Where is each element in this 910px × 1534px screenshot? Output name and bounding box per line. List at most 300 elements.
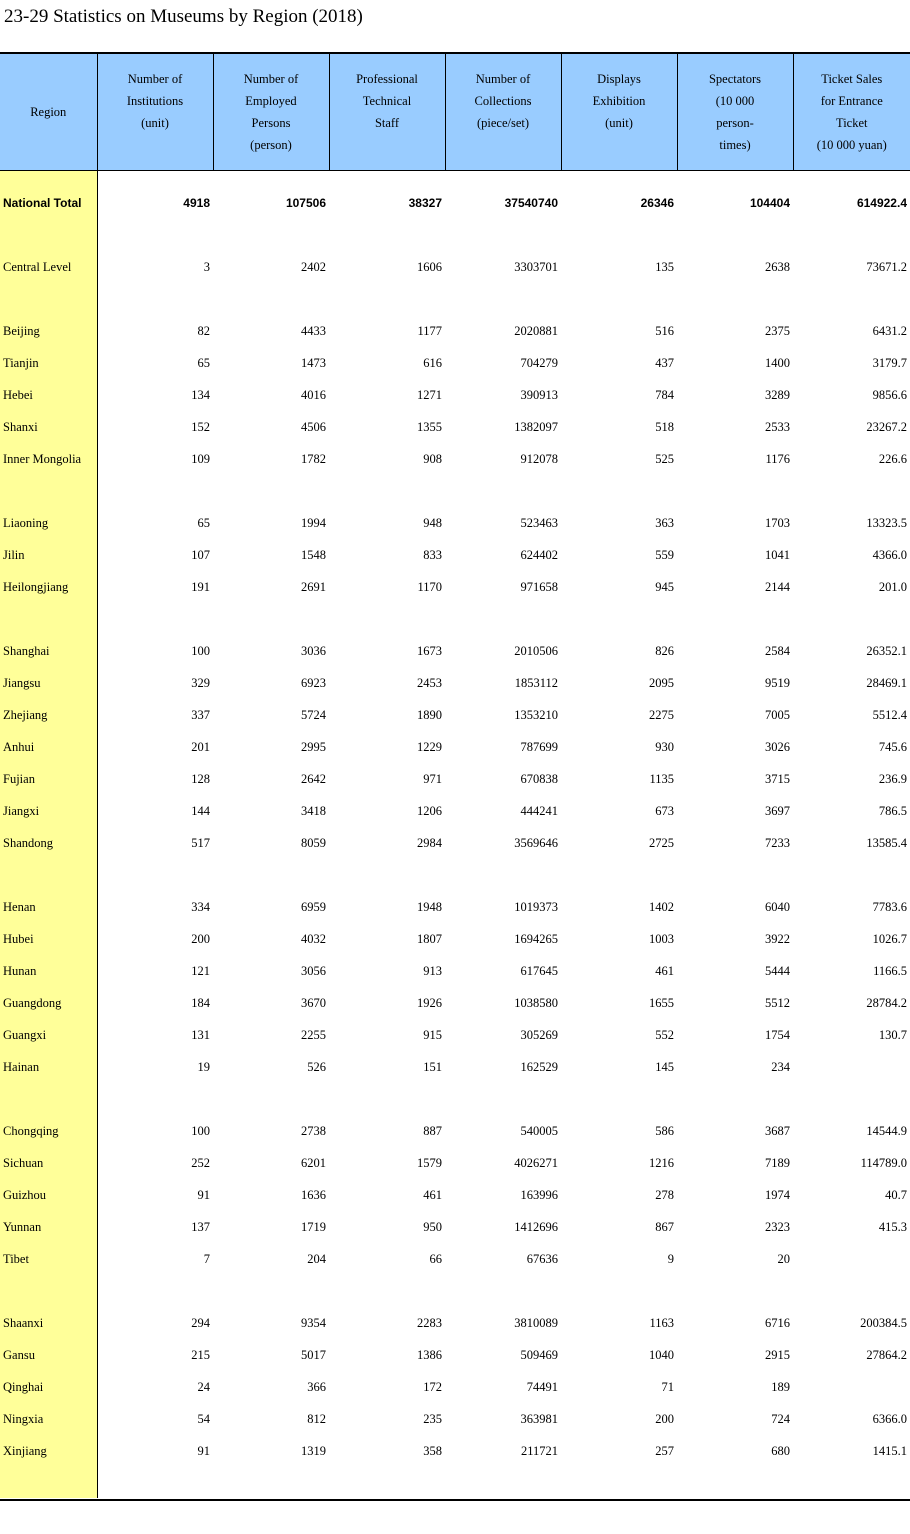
value-cell: 145 <box>655 1060 674 1074</box>
table-row <box>0 635 910 667</box>
value-cell: 66 <box>429 1252 442 1266</box>
value-cell: 461 <box>655 964 674 978</box>
spacer-cell <box>0 219 97 251</box>
value-cell: 204 <box>307 1252 326 1266</box>
value-cell: 950 <box>423 1220 442 1234</box>
region-cell: Hubei <box>0 923 97 955</box>
value-cell: 516 <box>655 324 674 338</box>
table-row <box>0 507 910 539</box>
value-cell: 201 <box>191 740 210 754</box>
value-cell: 2995 <box>301 740 326 754</box>
value-cell: 3697 <box>765 804 790 818</box>
value-cell: 3056 <box>301 964 326 978</box>
region-cell: Heilongjiang <box>0 571 97 603</box>
value-cell: 887 <box>423 1124 442 1138</box>
value-cell: 337 <box>191 708 210 722</box>
value-cell: 2402 <box>301 260 326 274</box>
value-cell: 135 <box>655 260 674 274</box>
value-cell: 278 <box>655 1188 674 1202</box>
value-cell: 724 <box>771 1412 790 1426</box>
spacer-cell <box>329 859 445 891</box>
spacer-cell <box>97 171 213 188</box>
value-cell: 6923 <box>301 676 326 690</box>
value-cell: 137 <box>191 1220 210 1234</box>
region-cell: Jilin <box>0 539 97 571</box>
table-row <box>0 1019 910 1051</box>
value-cell: 1782 <box>301 452 326 466</box>
value-cell: 4918 <box>183 196 210 210</box>
spacer-cell <box>445 1275 561 1307</box>
table-row <box>0 1115 910 1147</box>
value-cell: 1579 <box>417 1156 442 1170</box>
value-cell: 201.0 <box>878 580 907 594</box>
value-cell: 6201 <box>301 1156 326 1170</box>
column-header-line: (person) <box>250 138 292 152</box>
value-cell: 134 <box>191 388 210 402</box>
value-cell: 2275 <box>649 708 674 722</box>
spacer-cell <box>0 1083 97 1115</box>
spacer-cell <box>561 603 677 635</box>
table-row <box>0 731 910 763</box>
value-cell: 704279 <box>520 356 558 370</box>
value-cell: 1655 <box>649 996 674 1010</box>
spacer-row <box>0 1083 910 1115</box>
spacer-cell <box>445 1083 561 1115</box>
spacer-cell <box>561 1275 677 1307</box>
spacer-cell <box>561 859 677 891</box>
column-header-3 <box>329 54 445 171</box>
value-cell: 7783.6 <box>872 900 907 914</box>
column-header-line: Exhibition <box>592 94 646 108</box>
table-body <box>0 171 910 1499</box>
value-cell: 6431.2 <box>872 324 907 338</box>
value-cell: 1703 <box>765 516 790 530</box>
spacer-cell <box>0 283 97 315</box>
value-cell: 305269 <box>520 1028 558 1042</box>
value-cell: 3303701 <box>514 260 558 274</box>
value-cell: 1673 <box>417 644 442 658</box>
spacer-cell <box>793 171 910 188</box>
spacer-cell <box>561 475 677 507</box>
value-cell: 130.7 <box>878 1028 907 1042</box>
value-cell: 1166.5 <box>873 964 907 978</box>
value-cell <box>793 1243 910 1275</box>
spacer-cell <box>97 1467 213 1498</box>
value-cell: 109 <box>191 452 210 466</box>
value-cell: 7189 <box>765 1156 790 1170</box>
column-header-line: Number of <box>243 72 299 86</box>
column-header-line: for Entrance <box>820 94 883 108</box>
value-cell: 2020881 <box>514 324 558 338</box>
value-cell: 27864.2 <box>866 1348 907 1362</box>
value-cell: 745.6 <box>878 740 907 754</box>
value-cell: 3 <box>203 260 210 274</box>
column-header-line: Professional <box>356 72 418 86</box>
value-cell: 826 <box>655 644 674 658</box>
value-cell: 1606 <box>417 260 442 274</box>
value-cell: 3026 <box>765 740 790 754</box>
value-cell: 334 <box>191 900 210 914</box>
table-row <box>0 443 910 475</box>
spacer-cell <box>445 171 561 188</box>
value-cell: 6716 <box>765 1316 790 1330</box>
spacer-cell <box>213 1275 329 1307</box>
value-cell: 517 <box>191 836 210 850</box>
value-cell: 971658 <box>520 580 558 594</box>
table-row <box>0 1147 910 1179</box>
value-cell: 1176 <box>765 452 790 466</box>
spacer-cell <box>445 603 561 635</box>
spacer-cell <box>561 283 677 315</box>
table-row <box>0 1179 910 1211</box>
value-cell: 1948 <box>417 900 442 914</box>
table-row <box>0 539 910 571</box>
table-row <box>0 1403 910 1435</box>
table-row <box>0 1371 910 1403</box>
region-cell: Sichuan <box>0 1147 97 1179</box>
spacer-cell <box>793 603 910 635</box>
value-cell: 1271 <box>417 388 442 402</box>
value-cell: 65 <box>197 356 210 370</box>
spacer-cell <box>213 1083 329 1115</box>
value-cell: 23267.2 <box>866 420 907 434</box>
value-cell: 40.7 <box>885 1188 907 1202</box>
value-cell: 91 <box>197 1188 210 1202</box>
value-cell: 509469 <box>520 1348 558 1362</box>
region-cell: Guangxi <box>0 1019 97 1051</box>
value-cell: 3715 <box>765 772 790 786</box>
table-row <box>0 1211 910 1243</box>
value-cell: 9856.6 <box>872 388 907 402</box>
value-cell: 100 <box>191 1124 210 1138</box>
region-cell: Henan <box>0 891 97 923</box>
value-cell: 1636 <box>301 1188 326 1202</box>
spacer-cell <box>213 283 329 315</box>
value-cell: 131 <box>191 1028 210 1042</box>
value-cell: 7 <box>203 1252 210 1266</box>
value-cell: 1170 <box>417 580 442 594</box>
value-cell: 786.5 <box>878 804 907 818</box>
spacer-cell <box>677 171 793 188</box>
column-header-7 <box>793 54 910 171</box>
spacer-cell <box>677 1083 793 1115</box>
spacer-row <box>0 475 910 507</box>
value-cell: 6040 <box>765 900 790 914</box>
value-cell: 107 <box>191 548 210 562</box>
value-cell: 1400 <box>765 356 790 370</box>
spacer-row <box>0 603 910 635</box>
value-cell: 7005 <box>765 708 790 722</box>
value-cell: 1415.1 <box>872 1444 907 1458</box>
value-cell: 366 <box>307 1380 326 1394</box>
spacer-cell <box>329 603 445 635</box>
table-row <box>0 347 910 379</box>
spacer-cell <box>213 171 329 188</box>
value-cell: 200384.5 <box>860 1316 907 1330</box>
value-cell: 71 <box>661 1380 674 1394</box>
value-cell: 2738 <box>301 1124 326 1138</box>
value-cell: 1038580 <box>514 996 558 1010</box>
value-cell: 65 <box>197 516 210 530</box>
column-header-4 <box>445 54 561 171</box>
spacer-cell <box>97 859 213 891</box>
column-header-line: Collections <box>474 94 532 108</box>
value-cell: 172 <box>423 1380 442 1394</box>
value-cell: 1382097 <box>514 420 558 434</box>
spacer-cell <box>677 219 793 251</box>
value-cell: 163996 <box>520 1188 558 1202</box>
value-cell <box>793 1051 910 1083</box>
value-cell: 234 <box>771 1060 790 1074</box>
value-cell: 2323 <box>765 1220 790 1234</box>
column-header-line: Number of <box>475 72 531 86</box>
value-cell: 9 <box>667 1252 674 1266</box>
value-cell: 5512 <box>765 996 790 1010</box>
region-cell: Shanghai <box>0 635 97 667</box>
value-cell: 1548 <box>301 548 326 562</box>
value-cell: 2095 <box>649 676 674 690</box>
value-cell: 3036 <box>301 644 326 658</box>
value-cell: 1216 <box>649 1156 674 1170</box>
value-cell: 1719 <box>301 1220 326 1234</box>
value-cell: 5017 <box>301 1348 326 1362</box>
value-cell: 152 <box>191 420 210 434</box>
value-cell: 162529 <box>520 1060 558 1074</box>
column-header-line: person- <box>716 116 754 130</box>
region-cell: Hunan <box>0 955 97 987</box>
value-cell: 787699 <box>520 740 558 754</box>
spacer-cell <box>677 859 793 891</box>
table-row <box>0 1435 910 1467</box>
column-header-region <box>0 54 97 171</box>
spacer-row <box>0 1275 910 1307</box>
value-cell: 948 <box>423 516 442 530</box>
spacer-cell <box>0 475 97 507</box>
region-cell: Gansu <box>0 1339 97 1371</box>
value-cell <box>793 1371 910 1403</box>
column-header-line: (unit) <box>141 116 169 130</box>
table-row <box>0 891 910 923</box>
region-cell: Guangdong <box>0 987 97 1019</box>
value-cell: 4026271 <box>514 1156 558 1170</box>
value-cell: 13323.5 <box>866 516 907 530</box>
value-cell: 1754 <box>765 1028 790 1042</box>
value-cell: 211721 <box>520 1444 558 1458</box>
region-cell: Xinjiang <box>0 1435 97 1467</box>
column-header-line: (piece/set) <box>476 116 530 130</box>
value-cell: 121 <box>191 964 210 978</box>
table-row <box>0 763 910 795</box>
spacer-row <box>0 859 910 891</box>
column-header-line: Number of <box>127 72 183 86</box>
value-cell: 3922 <box>765 932 790 946</box>
value-cell: 2533 <box>765 420 790 434</box>
value-cell: 9519 <box>765 676 790 690</box>
region-cell: Inner Mongolia <box>0 443 97 475</box>
value-cell: 3179.7 <box>872 356 907 370</box>
region-cell: Beijing <box>0 315 97 347</box>
value-cell: 2255 <box>301 1028 326 1042</box>
spacer-cell <box>329 1083 445 1115</box>
value-cell: 363 <box>655 516 674 530</box>
value-cell: 1026.7 <box>872 932 907 946</box>
spacer-cell <box>677 603 793 635</box>
spacer-cell <box>213 219 329 251</box>
spacer-cell <box>97 1083 213 1115</box>
value-cell: 236.9 <box>878 772 907 786</box>
value-cell: 2010506 <box>514 644 558 658</box>
value-cell: 1177 <box>417 324 442 338</box>
column-header-line: Region <box>30 105 67 119</box>
region-cell: Shanxi <box>0 411 97 443</box>
spacer-cell <box>0 1467 97 1498</box>
value-cell: 912078 <box>520 452 558 466</box>
value-cell: 2984 <box>417 836 442 850</box>
region-cell: Shaanxi <box>0 1307 97 1339</box>
column-header-2 <box>213 54 329 171</box>
value-cell: 67636 <box>526 1252 558 1266</box>
value-cell: 915 <box>423 1028 442 1042</box>
spacer-cell <box>329 475 445 507</box>
region-cell: Jiangxi <box>0 795 97 827</box>
value-cell: 3569646 <box>514 836 558 850</box>
value-cell: 1319 <box>301 1444 326 1458</box>
spacer-row <box>0 283 910 315</box>
value-cell: 3289 <box>765 388 790 402</box>
column-header-line: Spectators <box>708 72 762 86</box>
value-cell: 200 <box>655 1412 674 1426</box>
value-cell: 1974 <box>765 1188 790 1202</box>
value-cell: 144 <box>191 804 210 818</box>
value-cell: 100 <box>191 644 210 658</box>
value-cell: 74491 <box>526 1380 558 1394</box>
value-cell: 2638 <box>765 260 790 274</box>
value-cell: 670838 <box>520 772 558 786</box>
region-cell: National Total <box>0 187 97 219</box>
spacer-cell <box>329 1275 445 1307</box>
value-cell: 1994 <box>301 516 326 530</box>
spacer-cell <box>213 603 329 635</box>
spacer-cell <box>329 283 445 315</box>
value-cell: 624402 <box>520 548 558 562</box>
value-cell: 358 <box>423 1444 442 1458</box>
spacer-cell <box>445 219 561 251</box>
region-cell: Tibet <box>0 1243 97 1275</box>
value-cell: 4506 <box>301 420 326 434</box>
value-cell: 1355 <box>417 420 442 434</box>
spacer-cell <box>445 283 561 315</box>
value-cell: 363981 <box>520 1412 558 1426</box>
value-cell: 20 <box>777 1252 790 1266</box>
value-cell: 1807 <box>417 932 442 946</box>
value-cell: 833 <box>423 548 442 562</box>
column-header-6 <box>677 54 793 171</box>
spacer-cell <box>97 283 213 315</box>
region-cell: Hebei <box>0 379 97 411</box>
value-cell: 6959 <box>301 900 326 914</box>
value-cell: 24 <box>197 1380 210 1394</box>
value-cell: 4433 <box>301 324 326 338</box>
column-header-line: Institutions <box>126 94 184 108</box>
spacer-cell <box>793 1083 910 1115</box>
table-bottom-rule <box>0 1499 910 1501</box>
table-row <box>0 1243 910 1275</box>
value-cell: 184 <box>191 996 210 1010</box>
spacer-cell <box>445 859 561 891</box>
region-cell: Chongqing <box>0 1115 97 1147</box>
column-header-5 <box>561 54 677 171</box>
value-cell: 1926 <box>417 996 442 1010</box>
value-cell: 1163 <box>649 1316 674 1330</box>
region-cell: Fujian <box>0 763 97 795</box>
value-cell: 3687 <box>765 1124 790 1138</box>
spacer-cell <box>793 283 910 315</box>
value-cell: 3670 <box>301 996 326 1010</box>
region-cell: Tianjin <box>0 347 97 379</box>
region-cell: Anhui <box>0 731 97 763</box>
value-cell: 2453 <box>417 676 442 690</box>
value-cell: 415.3 <box>878 1220 907 1234</box>
table-row <box>0 1307 910 1339</box>
region-cell: Zhejiang <box>0 699 97 731</box>
spacer-cell <box>213 1467 329 1498</box>
value-cell: 680 <box>771 1444 790 1458</box>
value-cell: 1206 <box>417 804 442 818</box>
region-cell: Yunnan <box>0 1211 97 1243</box>
value-cell: 7233 <box>765 836 790 850</box>
value-cell: 2642 <box>301 772 326 786</box>
value-cell: 235 <box>423 1412 442 1426</box>
spacer-cell <box>793 1467 910 1498</box>
region-cell: Qinghai <box>0 1371 97 1403</box>
value-cell: 945 <box>655 580 674 594</box>
value-cell: 1853112 <box>514 676 558 690</box>
table-row <box>0 1051 910 1083</box>
value-cell: 867 <box>655 1220 674 1234</box>
table-row <box>0 827 910 859</box>
value-cell: 5444 <box>765 964 790 978</box>
page-title: 23-29 Statistics on Museums by Region (2018) <box>4 6 363 27</box>
column-header-line: Employed <box>245 94 297 108</box>
table-row <box>0 1339 910 1371</box>
value-cell: 54 <box>197 1412 210 1426</box>
column-header-line: Technical <box>362 94 412 108</box>
value-cell: 616 <box>423 356 442 370</box>
value-cell: 586 <box>655 1124 674 1138</box>
value-cell: 3418 <box>301 804 326 818</box>
value-cell: 2375 <box>765 324 790 338</box>
value-cell: 226.6 <box>878 452 907 466</box>
region-cell: Liaoning <box>0 507 97 539</box>
value-cell: 617645 <box>520 964 558 978</box>
value-cell: 2915 <box>765 1348 790 1362</box>
spacer-cell <box>329 219 445 251</box>
value-cell: 14544.9 <box>866 1124 907 1138</box>
value-cell: 26352.1 <box>866 644 907 658</box>
value-cell: 523463 <box>520 516 558 530</box>
value-cell: 1353210 <box>514 708 558 722</box>
value-cell: 461 <box>423 1188 442 1202</box>
column-header-line: Persons <box>251 116 291 130</box>
value-cell: 1040 <box>649 1348 674 1362</box>
value-cell: 1386 <box>417 1348 442 1362</box>
value-cell: 1890 <box>417 708 442 722</box>
value-cell: 2584 <box>765 644 790 658</box>
value-cell: 913 <box>423 964 442 978</box>
value-cell: 191 <box>191 580 210 594</box>
value-cell: 189 <box>771 1380 790 1394</box>
spacer-cell <box>97 1275 213 1307</box>
